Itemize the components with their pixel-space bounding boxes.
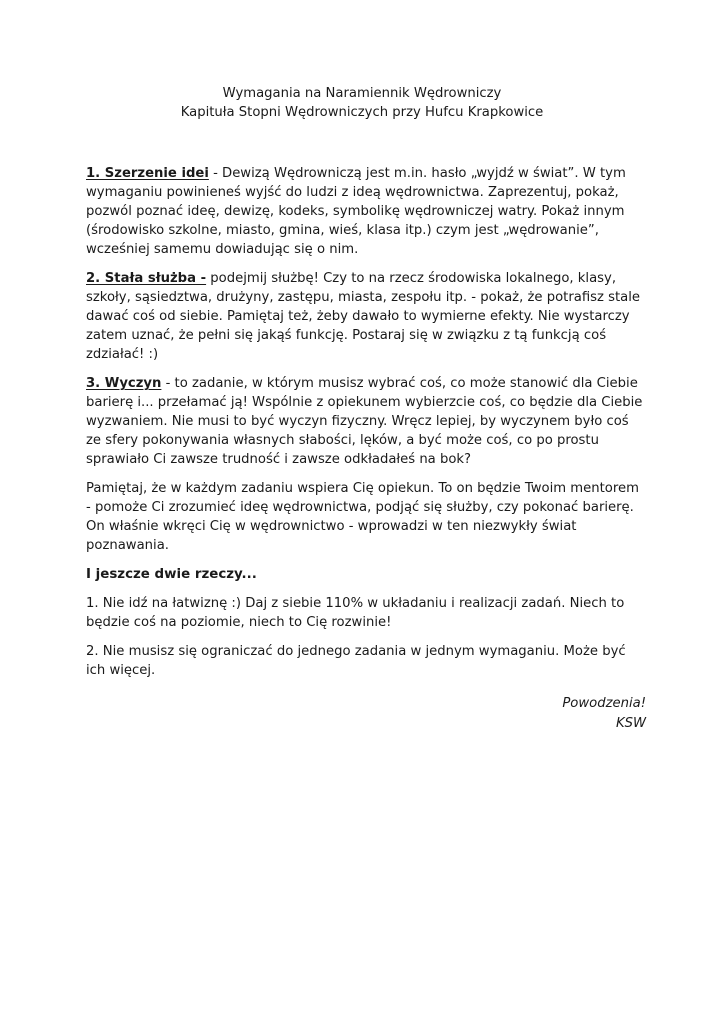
requirement-1-title: 1. Szerzenie idei	[86, 166, 209, 181]
document-subtitle: Kapituła Stopni Wędrowniczych przy Hufcu Krapkowice	[180, 105, 544, 120]
extra-item-1: 1. Nie idź na łatwiznę :) Daj z siebie 110% w układaniu i realizacji zadań. Niech to będzie coś na poziomie, niech to Cię rozwinie!	[86, 596, 625, 630]
signature-author: KSW	[615, 716, 646, 731]
requirement-2-text: podejmij służbę! Czy to na rzecz środowiska lokalnego, klasy, szkoły, sąsiedztwa, drużyny, zastępu, miasta, zespołu itp. - pokaż, że potrafisz stale dawać coś od siebie. Pamiętaj też, żeby dawało to wymierne efekty. Nie wystarczy zatem uznać, że pełni się jakąś funkcję. Postaraj się w związku z tą funkcją coś zdziałać! :)	[86, 271, 641, 362]
document-body	[86, 164, 646, 734]
requirement-1	[86, 164, 646, 259]
requirement-1-text: - Dewizą Wędrowniczą jest m.in. hasło „wyjdź w świat”. W tym wymaganiu powinieneś wyjść do ludzi z ideą wędrownictwa. Zaprezentuj, pokaż, pozwól poznać ideę, dewizę, kodeks, symbolikę wędrowniczej watry. Pokaż innym (środowisko szkolne, miasto, gmina, wieś, klasa itp.) czym jest „wędrowanie”, wcześniej samemu dowiadując się o nim.	[86, 166, 626, 257]
mentor-paragraph: Pamiętaj, że w każdym zadaniu wspiera Cię opiekun. To on będzie Twoim mentorem - pomoże Ci zrozumieć ideę wędrownictwa, podjąć się służby, czy pokonać barierę. On właśnie wkręci Cię w wędrownictwo - wprowadzi w ten niezwykły świat poznawania.	[86, 481, 639, 553]
extra-item-2: 2. Nie musisz się ograniczać do jednego zadania w jednym wymaganiu. Może być ich więcej.	[86, 644, 626, 678]
requirement-3-title: 3. Wyczyn	[86, 376, 162, 391]
document-header	[0, 84, 724, 122]
extra-heading: I jeszcze dwie rzeczy...	[86, 567, 257, 582]
document-title: Wymagania na Naramiennik Wędrowniczy	[222, 86, 502, 101]
requirement-2-title: 2. Stała służba -	[86, 271, 207, 286]
signature	[86, 694, 646, 734]
signature-greeting: Powodzenia!	[562, 696, 646, 711]
requirement-3	[86, 374, 646, 469]
requirement-2	[86, 269, 646, 364]
requirement-3-text: - to zadanie, w którym musisz wybrać coś, co może stanowić dla Ciebie barierę i... przełamać ją! Wspólnie z opiekunem wybierzcie coś, co będzie dla Ciebie wyzwaniem. Nie musi to być wyczyn fizyczny. Wręcz lepiej, by wyczynem było coś ze sfery pokonywania własnych słabości, lęków, a być może coś, co po prostu sprawiało Ci zawsze trudność i zawsze odkładałeś na bok?	[86, 376, 643, 467]
